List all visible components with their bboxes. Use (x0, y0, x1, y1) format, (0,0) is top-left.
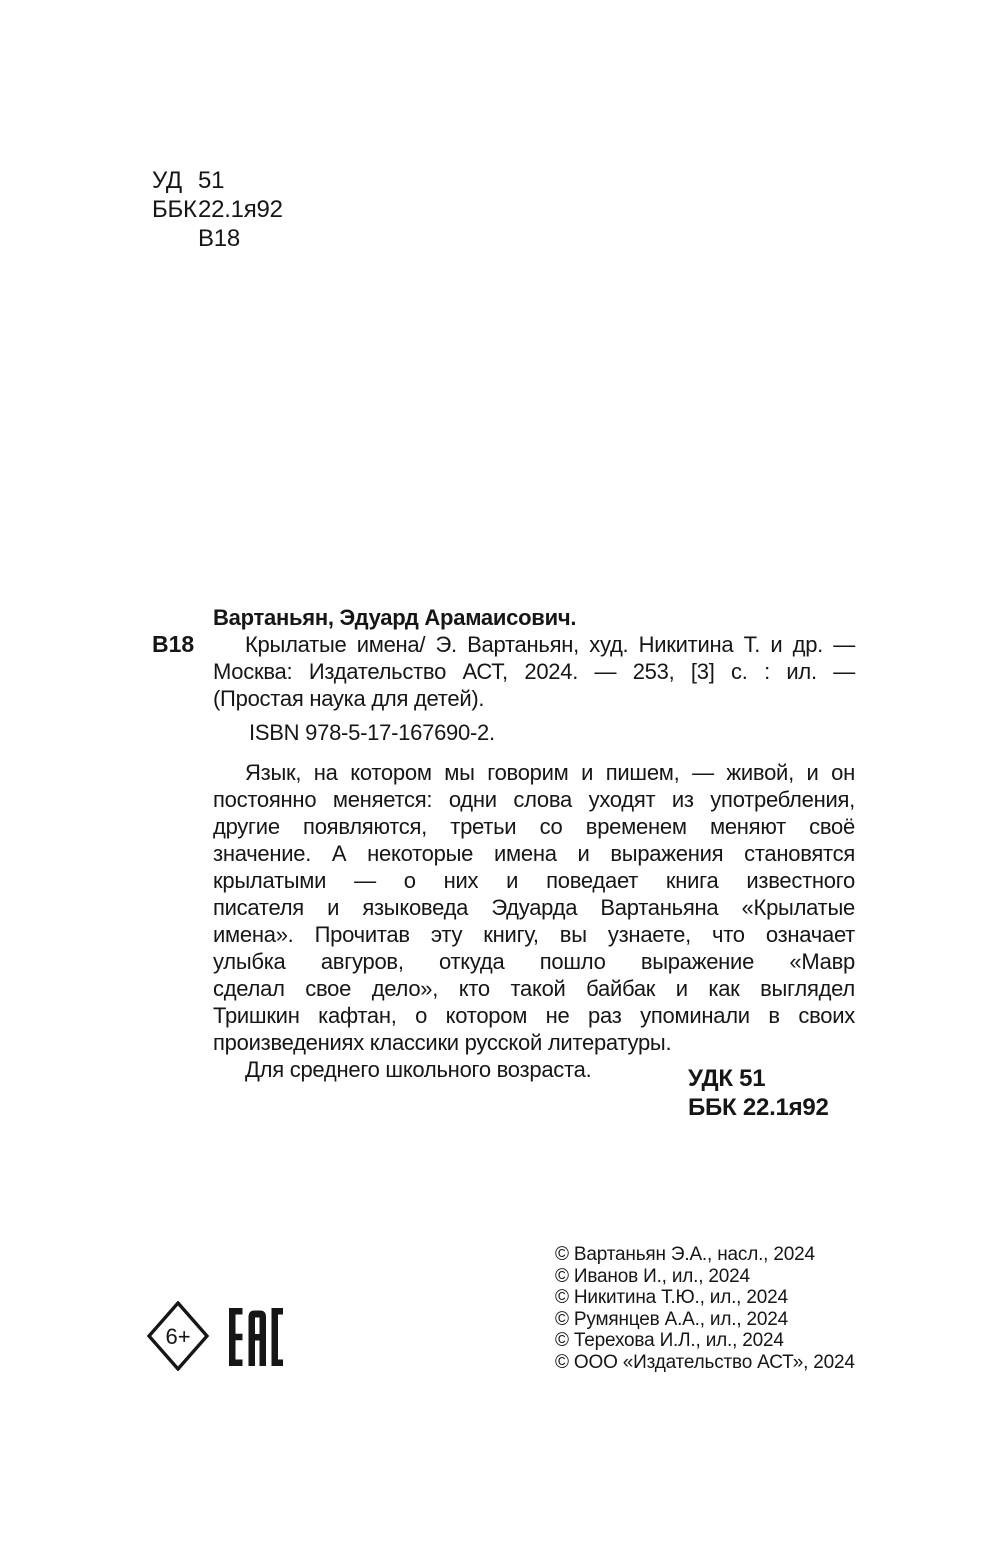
bottom-cataloging-codes (688, 1064, 829, 1122)
annotation-line: другие появляются, третьи со временем меняют своё (213, 814, 855, 839)
copyright-item: © Вартаньян Э.А., насл., 2024 (555, 1244, 815, 1265)
author-index-value: В18 (198, 225, 240, 252)
author-index-spacer (152, 224, 198, 253)
annotation-line: писателя и языковеда Эдуарда Вартаньяна «Крылатые (213, 895, 855, 920)
margin-author-index: В18 (152, 631, 195, 657)
copyright-item: © Терехова И.Л., ил., 2024 (555, 1330, 784, 1351)
annotation-line: крылатыми — о них и поведает книга известного (213, 868, 855, 893)
bibliography-author: Вартаньян, Эдуард Арамаисович. (213, 605, 577, 630)
annotation-line: Тришкин кафтан, о котором не раз упоминали в своих (213, 1003, 855, 1028)
annotation-line: значение. А некоторые имена и выражения становятся (213, 841, 855, 866)
annotation-line: сделал свое дело», кто такой байбак и как выглядел (213, 976, 855, 1001)
udc-code-row (152, 166, 283, 195)
bbk-value: 22.1я92 (198, 196, 283, 223)
eac-mark-icon (229, 1308, 283, 1366)
isbn-line: ISBN 978-5-17-167690-2. (249, 720, 495, 745)
annotation-line: улыбка авгуров, откуда пошло выражение «Мавр (213, 949, 855, 974)
top-cataloging-codes (152, 166, 283, 253)
main-text-column (213, 604, 855, 1083)
age-rating-badge (147, 1301, 209, 1371)
bbk-code-row (152, 195, 283, 224)
annotation-paragraph (213, 759, 855, 1083)
copyright-list (555, 1244, 855, 1373)
annotation-line: постоянно меняется: одни слова уходят из употребления, (213, 787, 855, 812)
copyright-item: © Никитина Т.Ю., ил., 2024 (555, 1287, 788, 1308)
bbk-bold-code: ББК 22.1я92 (688, 1094, 829, 1121)
bbk-label: ББК (152, 196, 197, 223)
bibliography-line: (Простая наука для детей). (213, 686, 485, 711)
annotation-line: имена». Прочитав эту книгу, вы узнаете, что означает (213, 922, 855, 947)
udc-value: 51 (198, 167, 225, 194)
annotation-line: Язык, на котором мы говорим и пишем, — живой, и он (245, 760, 855, 785)
bibliography-line: Москва: Издательство АСТ, 2024. — 253, [3] с. : ил. — (213, 659, 855, 684)
bibliography-line: Крылатые имена/ Э. Вартаньян, худ. Никитина Т. и др. — (245, 632, 855, 657)
udk-bold-code: УДК 51 (688, 1065, 766, 1092)
age-rating-text: 6+ (165, 1324, 191, 1349)
audience-line: Для среднего школьного возраста. (245, 1057, 592, 1082)
udc-label: УД (152, 167, 182, 194)
copyright-item: © Иванов И., ил., 2024 (555, 1265, 750, 1287)
author-index-row (152, 224, 283, 253)
copyright-item: © ООО «Издательство АСТ», 2024 (555, 1351, 855, 1373)
annotation-line: произведениях классики русской литературы. (213, 1030, 672, 1055)
copyright-item: © Румянцев А.А., ил., 2024 (555, 1308, 789, 1330)
